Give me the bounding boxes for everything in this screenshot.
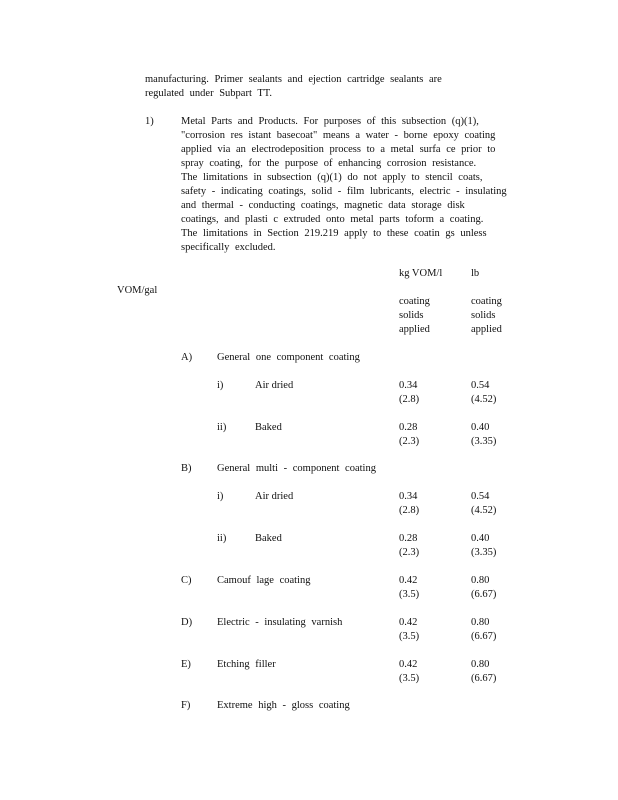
subcategory-label: Air dried	[255, 380, 294, 391]
section-line: applied via an electrodeposition process to a metal surfa ce prior to	[181, 144, 496, 155]
category-label: Electric - insulating varnish	[217, 617, 343, 628]
subcategory-label: Baked	[255, 533, 282, 544]
value-kg-line: (2.8)	[399, 394, 420, 405]
value-lb-line: 0.54	[471, 491, 490, 502]
value-kg-line: (3.5)	[399, 589, 420, 600]
value-kg-line: 0.28	[399, 533, 418, 544]
section-line: coatings, and plasti c extruded onto metal parts toform a coating.	[181, 214, 484, 225]
col1-unit-header: kg VOM/l	[399, 268, 443, 279]
category-label: Camouf lage coating	[217, 575, 311, 586]
value-kg	[399, 379, 419, 407]
value-lb-line: (3.35)	[471, 436, 497, 447]
value-lb-line: (6.67)	[471, 631, 497, 642]
subcategory-num: i)	[217, 380, 224, 391]
value-lb	[471, 658, 496, 686]
value-kg	[399, 421, 419, 449]
col1-sub-line: solids	[399, 310, 424, 321]
section-line: specifically excluded.	[181, 242, 276, 253]
col2-unit-header: lb	[471, 268, 480, 279]
intro-line: manufacturing. Primer sealants and ejection cartridge sealants are	[145, 74, 442, 85]
value-lb-line: 0.54	[471, 380, 490, 391]
value-kg-line: 0.42	[399, 659, 418, 670]
section-line: and thermal - conducting coatings, magnetic data storage disk	[181, 200, 465, 211]
value-kg-line: (3.5)	[399, 673, 420, 684]
col2-sub-line: solids	[471, 310, 496, 321]
col2-sub-header	[471, 295, 502, 337]
col2-sub-line: coating	[471, 296, 502, 307]
value-lb	[471, 532, 496, 560]
category-letter: B)	[181, 463, 192, 474]
value-lb	[471, 490, 496, 518]
intro-line: regulated under Subpart TT.	[145, 88, 272, 99]
section-line: safety - indicating coatings, solid - film lubricants, electric - insulating	[181, 186, 507, 197]
value-lb-line: (6.67)	[471, 589, 497, 600]
intro-paragraph	[145, 73, 442, 101]
category-label: General one component coating	[217, 352, 360, 363]
section-line: Metal Parts and Products. For purposes of this subsection (q)(1),	[181, 116, 479, 127]
category-letter: D)	[181, 617, 193, 628]
subcategory-num: ii)	[217, 422, 227, 433]
value-lb	[471, 574, 496, 602]
section-line: "corrosion res istant basecoat" means a water - borne epoxy coating	[181, 130, 496, 141]
subcategory-num: i)	[217, 491, 224, 502]
category-label: Extreme high - gloss coating	[217, 700, 350, 711]
subcategory-num: ii)	[217, 533, 227, 544]
value-lb-line: (4.52)	[471, 394, 497, 405]
value-kg	[399, 616, 419, 644]
category-label: General multi - component coating	[217, 463, 376, 474]
col1-sub-header	[399, 295, 430, 337]
value-kg-line: (2.3)	[399, 436, 420, 447]
category-label: Etching filler	[217, 659, 276, 670]
category-letter: C)	[181, 575, 192, 586]
value-lb-line: (6.67)	[471, 673, 497, 684]
value-lb-line: 0.80	[471, 659, 490, 670]
col1-sub-line: coating	[399, 296, 430, 307]
category-letter: F)	[181, 700, 191, 711]
section-number: 1)	[145, 116, 154, 127]
value-kg	[399, 574, 419, 602]
col1-sub-line: applied	[399, 324, 430, 335]
value-kg-line: (3.5)	[399, 631, 420, 642]
section-line: The limitations in Section 219.219 apply to these coatin gs unless	[181, 228, 487, 239]
value-lb-line: (4.52)	[471, 505, 497, 516]
value-lb-line: 0.40	[471, 533, 490, 544]
value-lb-line: 0.80	[471, 575, 490, 586]
value-lb-line: (3.35)	[471, 547, 497, 558]
value-kg	[399, 490, 419, 518]
value-kg-line: (2.8)	[399, 505, 420, 516]
value-kg-line: 0.34	[399, 380, 418, 391]
section-line: spray coating, for the purpose of enhancing corrosion resistance.	[181, 158, 477, 169]
value-kg-line: 0.42	[399, 575, 418, 586]
section-paragraph	[181, 115, 507, 255]
value-lb-line: 0.80	[471, 617, 490, 628]
value-kg-line: 0.34	[399, 491, 418, 502]
value-kg	[399, 658, 419, 686]
subcategory-label: Air dried	[255, 491, 294, 502]
value-kg-line: (2.3)	[399, 547, 420, 558]
row-unit-label: VOM/gal	[117, 285, 158, 296]
category-letter: A)	[181, 352, 193, 363]
section-line: The limitations in subsection (q)(1) do not apply to stencil coats,	[181, 172, 483, 183]
subcategory-label: Baked	[255, 422, 282, 433]
value-lb	[471, 421, 496, 449]
value-lb-line: 0.40	[471, 422, 490, 433]
value-kg-line: 0.28	[399, 422, 418, 433]
value-lb	[471, 616, 496, 644]
col2-sub-line: applied	[471, 324, 502, 335]
value-kg	[399, 532, 419, 560]
value-lb	[471, 379, 496, 407]
category-letter: E)	[181, 659, 191, 670]
value-kg-line: 0.42	[399, 617, 418, 628]
